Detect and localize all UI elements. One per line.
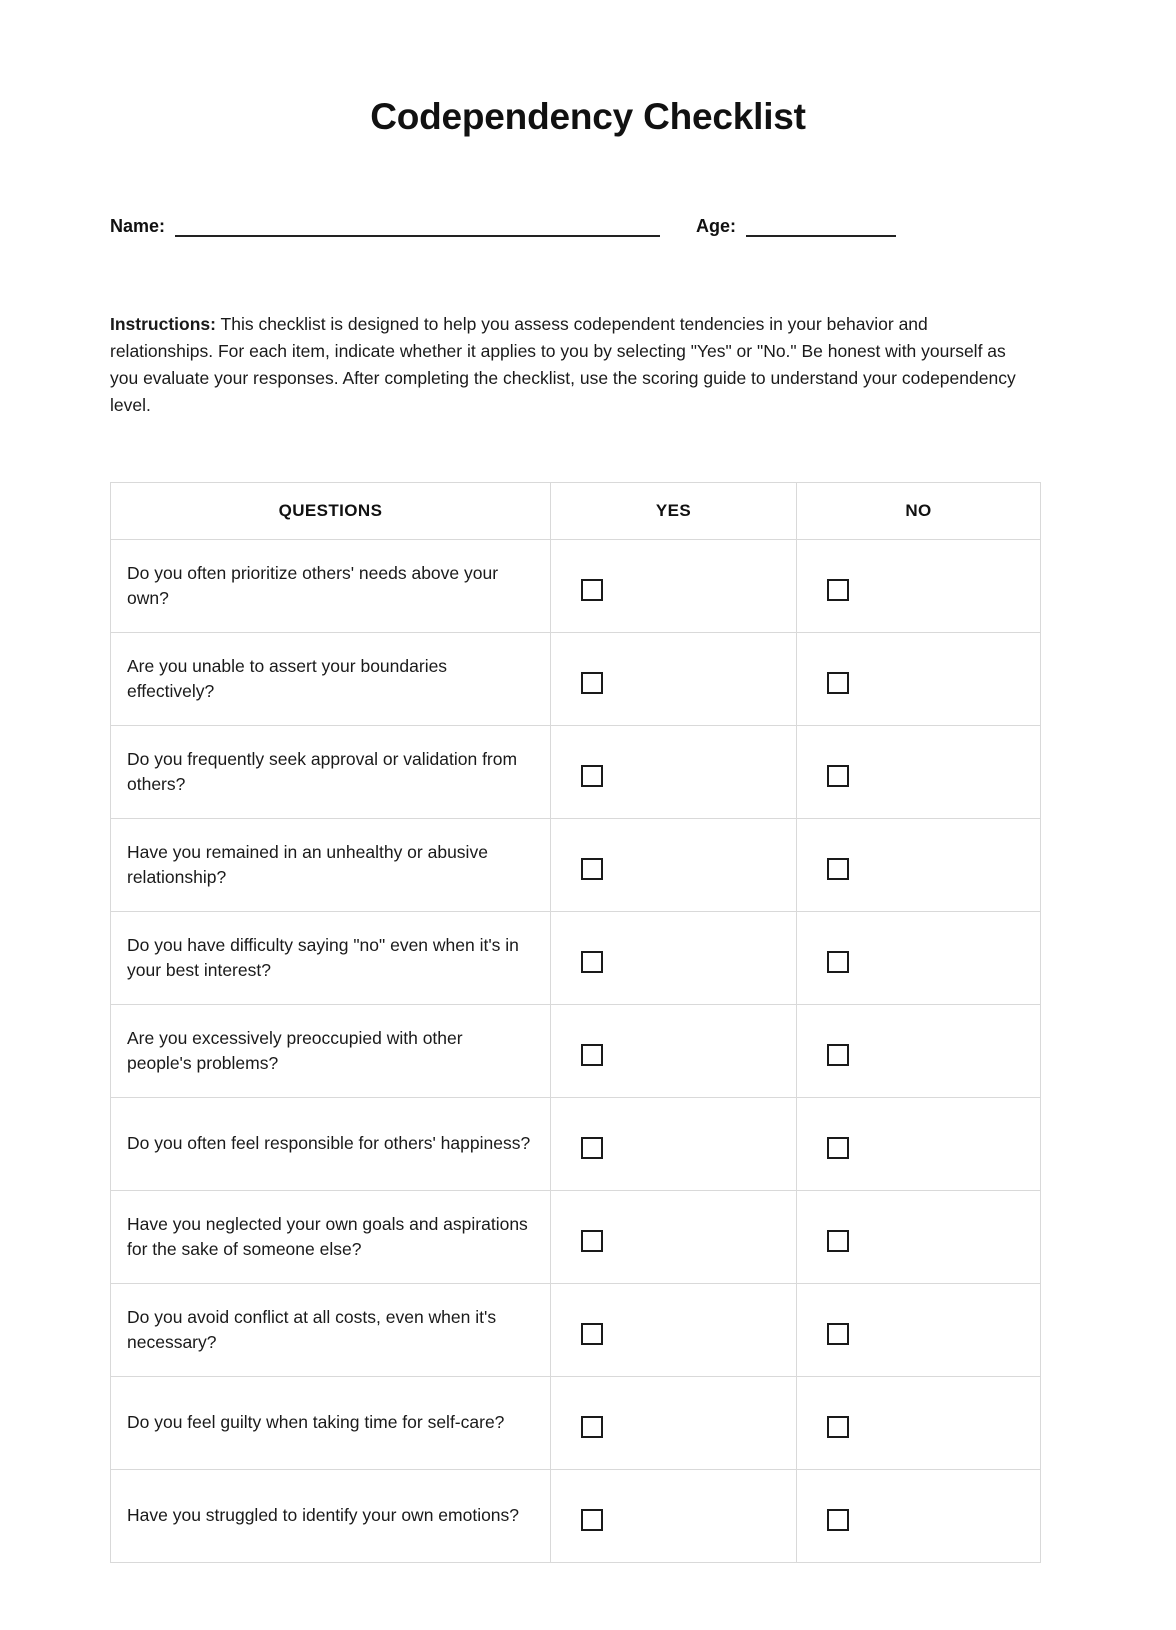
question-text: Have you struggled to identify your own emotions? xyxy=(111,1469,551,1562)
yes-cell[interactable] xyxy=(551,1190,797,1283)
yes-cell[interactable] xyxy=(551,539,797,632)
checkbox-no[interactable] xyxy=(827,1230,849,1252)
checkbox-no[interactable] xyxy=(827,951,849,973)
question-text: Do you often feel responsible for others' happiness? xyxy=(111,1097,551,1190)
yes-cell[interactable] xyxy=(551,1004,797,1097)
no-cell[interactable] xyxy=(797,911,1041,1004)
question-text: Have you remained in an unhealthy or abusive relationship? xyxy=(111,818,551,911)
instructions-text: This checklist is designed to help you assess codependent tendencies in your behavior and relationships. For each item, indicate whether it applies to you by selecting "Yes" or "No." Be honest with yourself as you evaluate your responses. After completing the checklist, use the scoring guide to understand your codependency level. xyxy=(110,314,1016,416)
checkbox-yes[interactable] xyxy=(581,1137,603,1159)
checkbox-yes[interactable] xyxy=(581,951,603,973)
no-cell[interactable] xyxy=(797,1376,1041,1469)
question-text: Do you often prioritize others' needs above your own? xyxy=(111,539,551,632)
no-cell[interactable] xyxy=(797,1190,1041,1283)
checkbox-no[interactable] xyxy=(827,672,849,694)
table-row xyxy=(111,539,1041,632)
checkbox-yes[interactable] xyxy=(581,1230,603,1252)
checkbox-no[interactable] xyxy=(827,1416,849,1438)
question-text: Are you unable to assert your boundaries effectively? xyxy=(111,632,551,725)
table-row xyxy=(111,1283,1041,1376)
checkbox-no[interactable] xyxy=(827,1137,849,1159)
age-label: Age: xyxy=(696,216,737,236)
checkbox-no[interactable] xyxy=(827,1323,849,1345)
checkbox-yes[interactable] xyxy=(581,672,603,694)
table-row xyxy=(111,1376,1041,1469)
checkbox-yes[interactable] xyxy=(581,1416,603,1438)
no-cell[interactable] xyxy=(797,1097,1041,1190)
yes-cell[interactable] xyxy=(551,1283,797,1376)
table-row xyxy=(111,818,1041,911)
table-row xyxy=(111,1469,1041,1562)
table-row xyxy=(111,725,1041,818)
no-cell[interactable] xyxy=(797,1283,1041,1376)
checkbox-no[interactable] xyxy=(827,858,849,880)
table-header-row xyxy=(111,482,1041,539)
question-text: Do you feel guilty when taking time for self-care? xyxy=(111,1376,551,1469)
age-field-group xyxy=(696,216,896,237)
table-row xyxy=(111,632,1041,725)
age-input[interactable] xyxy=(746,218,896,237)
page-title: Codependency Checklist xyxy=(370,96,806,137)
checkbox-yes[interactable] xyxy=(581,858,603,880)
question-text: Do you have difficulty saying "no" even when it's in your best interest? xyxy=(111,911,551,1004)
yes-cell[interactable] xyxy=(551,632,797,725)
yes-cell[interactable] xyxy=(551,1376,797,1469)
yes-cell[interactable] xyxy=(551,911,797,1004)
checkbox-no[interactable] xyxy=(827,579,849,601)
question-text: Have you neglected your own goals and aspirations for the sake of someone else? xyxy=(111,1190,551,1283)
instructions-label: Instructions: xyxy=(110,314,216,334)
header-no: NO xyxy=(797,482,1041,539)
checkbox-yes[interactable] xyxy=(581,1323,603,1345)
checkbox-no[interactable] xyxy=(827,1509,849,1531)
table-row xyxy=(111,1190,1041,1283)
checkbox-yes[interactable] xyxy=(581,1044,603,1066)
no-cell[interactable] xyxy=(797,725,1041,818)
no-cell[interactable] xyxy=(797,1469,1041,1562)
table-row xyxy=(111,911,1041,1004)
checkbox-yes[interactable] xyxy=(581,765,603,787)
yes-cell[interactable] xyxy=(551,818,797,911)
table-body xyxy=(111,539,1041,1562)
header-yes: YES xyxy=(551,482,797,539)
checkbox-no[interactable] xyxy=(827,765,849,787)
no-cell[interactable] xyxy=(797,539,1041,632)
header-questions: QUESTIONS xyxy=(111,482,551,539)
name-input[interactable] xyxy=(175,218,660,237)
no-cell[interactable] xyxy=(797,818,1041,911)
checkbox-yes[interactable] xyxy=(581,1509,603,1531)
no-cell[interactable] xyxy=(797,632,1041,725)
question-text: Do you avoid conflict at all costs, even when it's necessary? xyxy=(111,1283,551,1376)
question-text: Do you frequently seek approval or validation from others? xyxy=(111,725,551,818)
identity-row xyxy=(110,216,1066,237)
checkbox-yes[interactable] xyxy=(581,579,603,601)
yes-cell[interactable] xyxy=(551,1097,797,1190)
instructions-paragraph xyxy=(110,311,1030,420)
name-field-group xyxy=(110,216,660,237)
table-row xyxy=(111,1097,1041,1190)
name-label: Name: xyxy=(110,216,166,236)
checklist-table xyxy=(110,482,1041,1563)
checkbox-no[interactable] xyxy=(827,1044,849,1066)
question-text: Are you excessively preoccupied with other people's problems? xyxy=(111,1004,551,1097)
no-cell[interactable] xyxy=(797,1004,1041,1097)
yes-cell[interactable] xyxy=(551,1469,797,1562)
table-row xyxy=(111,1004,1041,1097)
yes-cell[interactable] xyxy=(551,725,797,818)
